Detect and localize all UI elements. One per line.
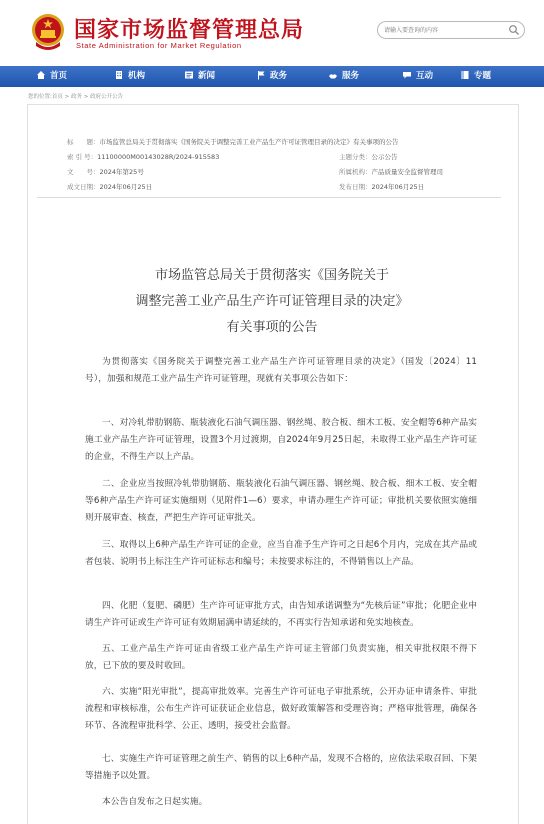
- paragraph-item-5: 五、工业产品生产许可证由省级工业产品生产许可证主管部门负责实施，相关审批权限不得下放，已下放的要及时收回。: [85, 644, 477, 672]
- nav-item-home[interactable]: [36, 66, 67, 87]
- nav-item-label: 政务: [270, 71, 288, 81]
- search-input[interactable]: [384, 24, 502, 36]
- nav-item-government-affairs[interactable]: [256, 66, 287, 87]
- search-box: [377, 21, 525, 39]
- meta-dept-label: 所属机构：: [339, 168, 372, 176]
- meta-title-row: [67, 137, 399, 146]
- meta-index-value: 11100000M00143028R/2024-915583: [97, 153, 220, 161]
- document-metadata: [37, 133, 501, 198]
- paragraph-item-6: 六、实施“阳光审批”，提高审批效率。完善生产许可证电子审批系统，公开办证申请条件、审批流程和审核标准，公布生产许可证获证企业信息，做好政策解答和受理咨询；严格审批管理，确保各环节、各流程审批科学、公正、透明，接受社会监督。: [85, 687, 477, 732]
- meta-dept-row: [339, 167, 443, 176]
- meta-category-row: [339, 152, 398, 161]
- site-subtitle: State Administration for Market Regulation: [76, 41, 242, 50]
- meta-created-label: 成文日期：: [67, 183, 100, 191]
- paragraph-closing: 本公告自发布之日起实施。: [102, 797, 208, 807]
- news-icon: [184, 70, 194, 80]
- main-nav: [0, 66, 544, 87]
- meta-created-row: [67, 182, 152, 191]
- meta-title-label: 标 题：: [67, 138, 100, 146]
- home-icon: [36, 70, 46, 80]
- paragraph-item-2: 二、企业应当按照冷轧带肋钢筋、瓶装液化石油气调压器、钢丝绳、胶合板、细木工板、安全帽等6种产品生产许可证实施细则（见附件1—6）要求，申请办理生产许可证；审批机关要依照实施细则开展审查、核查，严把生产许可证审批关。: [85, 479, 477, 524]
- search-icon[interactable]: [508, 24, 520, 36]
- nav-item-label: 专题: [474, 71, 492, 81]
- meta-published-value: 2024年06月25日: [371, 183, 425, 191]
- flag-icon: [256, 70, 266, 80]
- meta-docno-label: 文 号：: [67, 168, 100, 176]
- paragraph-item-4: 四、化肥（复肥、磷肥）生产许可证审批方式，由告知承诺调整为“先核后证”审批；化肥企业申请生产许可证或生产许可证有效期届满申请延续的，不再实行告知承诺和免实地核查。: [85, 601, 477, 629]
- meta-category-value: 公示公告: [371, 153, 398, 161]
- meta-title-value: 市场监管总局关于贯彻落实《国务院关于调整完善工业产品生产许可证管理目录的决定》有关事项的公告: [99, 138, 399, 146]
- document-title-line: 市场监管总局关于贯彻落实《国务院关于: [154, 268, 389, 283]
- nav-item-label: 首页: [50, 71, 68, 81]
- document-title-line: 有关事项的公告: [226, 320, 318, 335]
- book-icon: [460, 70, 470, 80]
- nav-item-services[interactable]: [328, 66, 359, 87]
- nav-item-organization[interactable]: [114, 66, 145, 87]
- meta-dept-value: 产品质量安全监督管理司: [371, 168, 443, 176]
- breadcrumb[interactable]: 您的位置:首页 > 政务 > 政府公开公告: [28, 94, 124, 100]
- nav-item-special-topics[interactable]: [460, 66, 491, 87]
- meta-published-row: [339, 182, 424, 191]
- site-header: [0, 0, 544, 66]
- chat-icon: [402, 70, 412, 80]
- site-title[interactable]: 国家市场监督管理总局: [74, 18, 305, 43]
- paragraph-item-1: 一、对冷轧带肋钢筋、瓶装液化石油气调压器、钢丝绳、胶合板、细木工板、安全帽等6种产品实施工业产品生产许可证管理，设置3个月过渡期，自2024年9月25日起，未取得工业产品生产许可证的企业，不得生产以上产品。: [85, 418, 477, 463]
- hands-icon: [328, 70, 338, 80]
- nav-item-label: 机构: [128, 71, 146, 81]
- meta-index-row: [67, 152, 219, 161]
- meta-published-label: 发布日期：: [339, 183, 372, 191]
- meta-index-label: 索 引 号：: [67, 153, 98, 161]
- document-title-line: 调整完善工业产品生产许可证管理目录的决定》: [135, 294, 409, 309]
- nav-item-interaction[interactable]: [402, 66, 433, 87]
- paragraph-intro: 为贯彻落实《国务院关于调整完善工业产品生产许可证管理目录的决定》（国发〔2024〕11号），加强和规范工业产品生产许可证管理，现就有关事项公告如下：: [85, 357, 477, 385]
- meta-created-value: 2024年06月25日: [99, 183, 153, 191]
- nav-item-news[interactable]: [184, 66, 215, 87]
- meta-docno-value: 2024年第25号: [99, 168, 144, 176]
- meta-docno-row: [67, 167, 144, 176]
- nav-item-label: 互动: [416, 71, 434, 81]
- meta-category-label: 主题分类：: [339, 153, 372, 161]
- national-emblem-icon[interactable]: [30, 12, 66, 50]
- paragraph-item-3: 三、取得以上6种产品生产许可证的企业，应当自准予生产许可之日起6个月内，完成在其产品或者包装、说明书上标注生产许可证标志和编号；未按要求标注的，不得销售以上产品。: [85, 540, 477, 568]
- building-icon: [114, 70, 124, 80]
- paragraph-item-7: 七、实施生产许可证管理之前生产、销售的以上6种产品，发现不合格的，应依法采取召回、下架等措施予以处置。: [85, 754, 477, 782]
- nav-item-label: 新闻: [198, 71, 216, 81]
- nav-item-label: 服务: [342, 71, 360, 81]
